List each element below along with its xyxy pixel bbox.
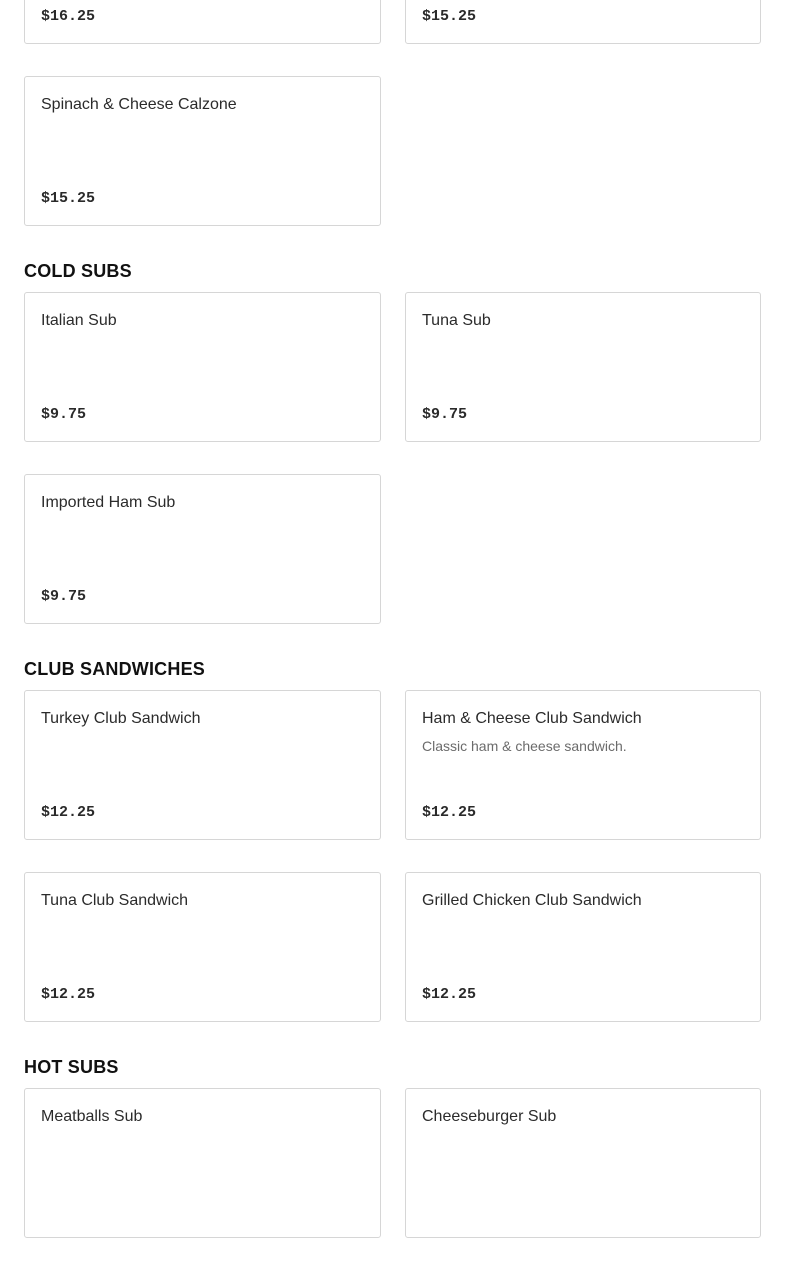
menu-item-price: $15.25 xyxy=(422,8,477,25)
section-title: CLUB SANDWICHES xyxy=(24,659,205,679)
menu-item-name: Spinach & Cheese Calzone xyxy=(41,96,237,113)
menu-item-price: $12.25 xyxy=(422,986,477,1003)
menu-item-name: Tuna Sub xyxy=(422,312,491,329)
menu-grid xyxy=(24,690,761,1022)
menu-page xyxy=(24,0,761,1270)
menu-item-price: $12.25 xyxy=(422,804,477,821)
menu-item-card[interactable] xyxy=(24,0,381,44)
menu-item-card[interactable] xyxy=(24,76,381,226)
menu-item-description: Classic ham & cheese sandwich. xyxy=(422,738,627,754)
menu-item-name: Meatballs Sub xyxy=(41,1108,143,1125)
section-title: COLD SUBS xyxy=(24,261,132,281)
menu-item-card[interactable] xyxy=(24,292,381,442)
menu-item-price: $15.25 xyxy=(41,190,96,207)
menu-item-price: $16.25 xyxy=(41,8,96,25)
menu-item-card[interactable] xyxy=(24,1088,381,1238)
menu-item-price: $9.75 xyxy=(41,588,87,605)
menu-section-cold-subs xyxy=(24,258,761,624)
menu-item-price: $12.25 xyxy=(41,804,96,821)
menu-item-name: Imported Ham Sub xyxy=(41,494,176,511)
menu-section-hot-subs xyxy=(24,1054,761,1238)
menu-item-price: $9.75 xyxy=(422,406,468,423)
section-title: HOT SUBS xyxy=(24,1057,119,1077)
menu-item-card[interactable] xyxy=(24,474,381,624)
menu-item-name: Turkey Club Sandwich xyxy=(41,710,201,727)
menu-item-name: Ham & Cheese Club Sandwich xyxy=(422,710,642,727)
menu-section-calzones xyxy=(24,0,761,226)
menu-item-card[interactable] xyxy=(24,690,381,840)
menu-item-name: Tuna Club Sandwich xyxy=(41,892,189,909)
menu-grid xyxy=(24,292,761,624)
menu-grid xyxy=(24,0,761,226)
menu-item-price: $9.75 xyxy=(41,406,87,423)
menu-item-card[interactable] xyxy=(405,1088,761,1238)
menu-section-club-sandwiches xyxy=(24,656,761,1022)
menu-item-name: Italian Sub xyxy=(41,312,117,329)
menu-item-price: $12.25 xyxy=(41,986,96,1003)
menu-item-card[interactable] xyxy=(24,872,381,1022)
menu-item-card[interactable] xyxy=(405,292,761,442)
menu-item-card[interactable] xyxy=(405,872,761,1022)
menu-item-card[interactable] xyxy=(405,690,761,840)
menu-item-name: Grilled Chicken Club Sandwich xyxy=(422,892,642,909)
menu-grid xyxy=(24,1088,761,1238)
menu-item-name: Cheeseburger Sub xyxy=(422,1108,557,1125)
menu-item-card[interactable] xyxy=(405,0,761,44)
